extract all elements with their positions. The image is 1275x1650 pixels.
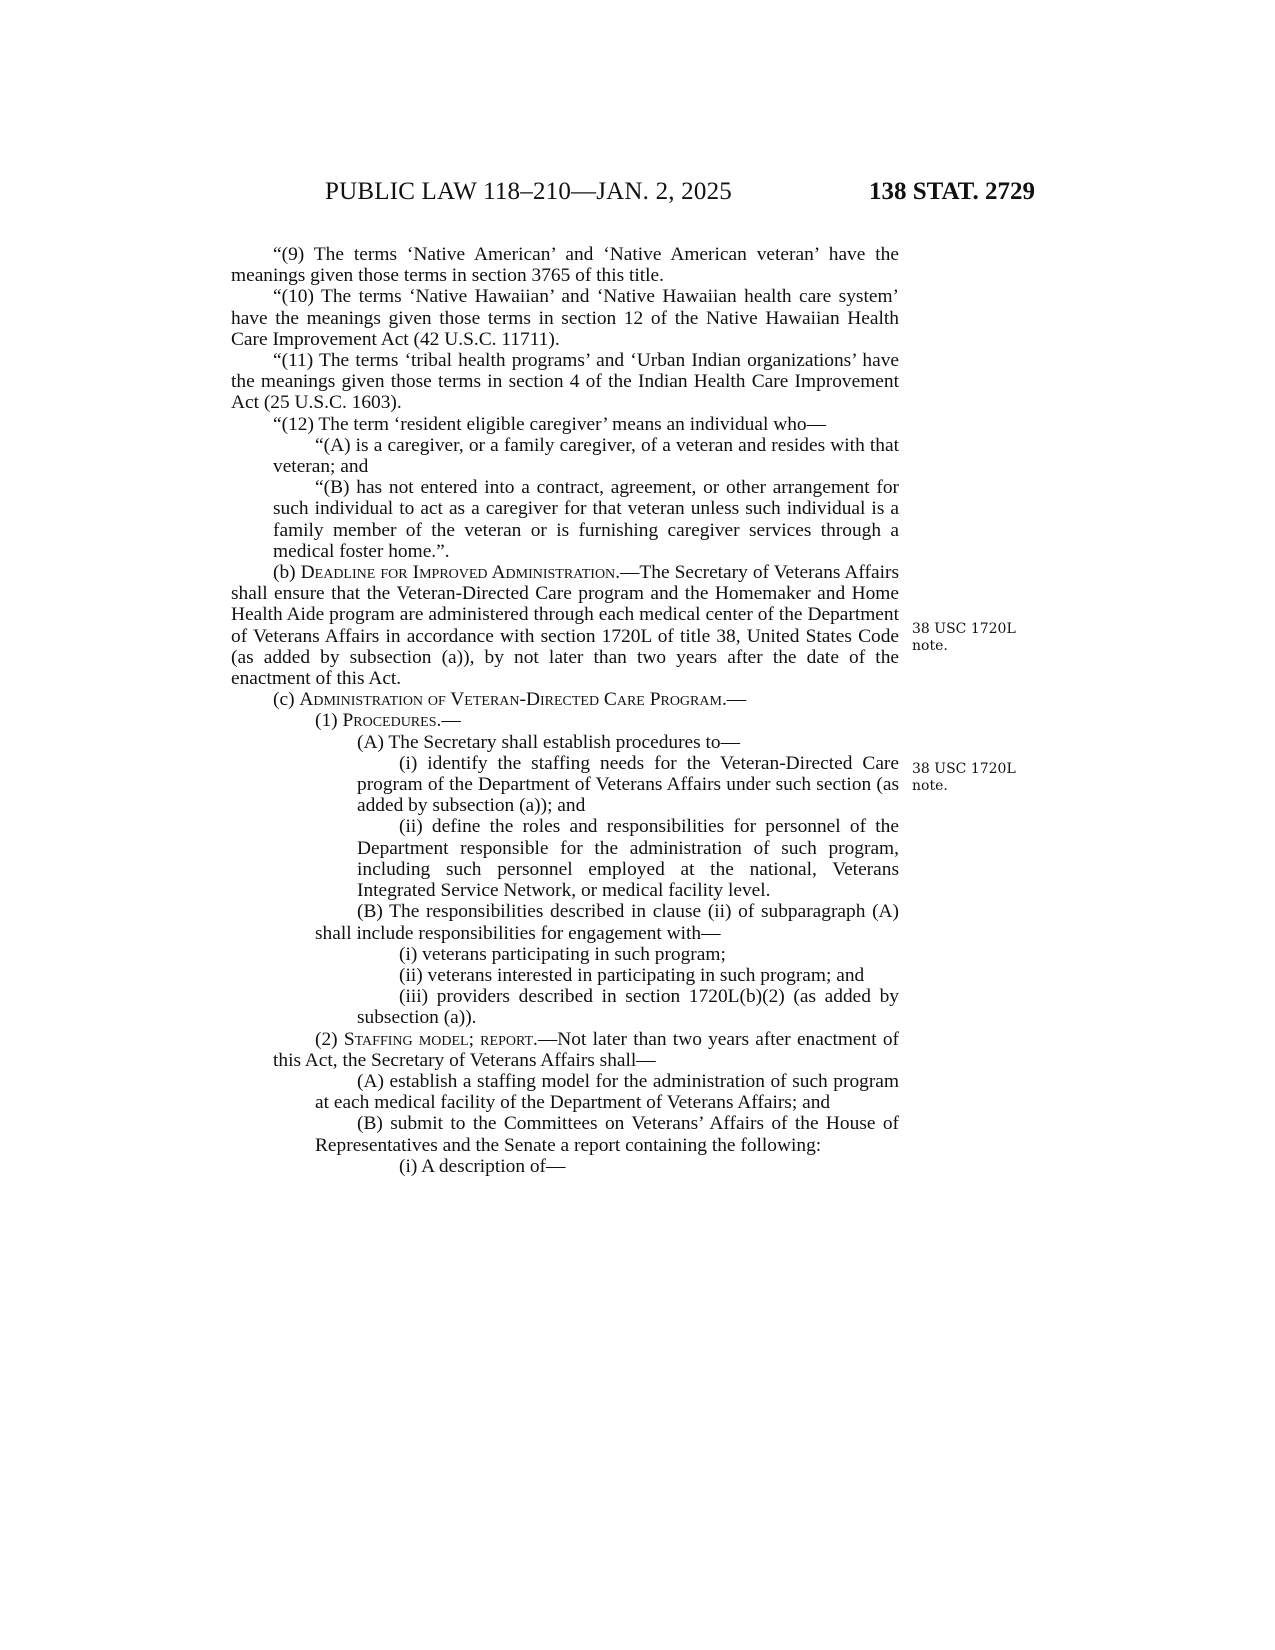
margin-note-c: 38 USC 1720L note. xyxy=(912,761,1016,794)
paragraph-12-a: “(A) is a caregiver, or a family caregiver, of a veteran and resides with that veteran; and xyxy=(273,434,899,478)
paragraph-c-1-label: (1) xyxy=(315,710,343,732)
paragraph-12: “(12) The term ‘resident eligible caregiver’ means an individual who— xyxy=(273,413,826,435)
subsection-c xyxy=(231,689,899,710)
clause-c-1-b-iii: (iii) providers described in section 1720L(b)(2) (as added by subsection (a)). xyxy=(357,986,899,1029)
header-page-number: 138 STAT. 2729 xyxy=(869,178,1035,205)
paragraph-c-2-heading: Staffing model; report xyxy=(343,1028,534,1050)
paragraph-c-1-a: (A) The Secretary shall establish procedures to— xyxy=(357,731,741,753)
paragraph-10: “(10) The terms ‘Native Hawaiian’ and ‘Native Hawaiian health care system’ have the meanings given those terms in section 12 of the Native Hawaiian Health Care Improvement Act (42 U.S.C. 11711). xyxy=(231,286,899,350)
document-body xyxy=(231,244,899,1177)
subsection-b-label: (b) xyxy=(273,562,301,584)
clause-c-1-b-ii: (ii) veterans interested in participating in such program; and xyxy=(399,964,865,986)
subsection-c-label: (c) xyxy=(273,689,300,711)
clause-c-2-b-i: (i) A description of— xyxy=(399,1155,566,1177)
paragraph-c-2-text: .—Not later than two years after enactment of this Act, the Secretary of Veterans Affairs shall— xyxy=(273,1028,899,1071)
paragraph-c-2-a: (A) establish a staffing model for the administration of such program at each medical facility of the Department of Veterans Affairs; and xyxy=(315,1070,899,1114)
subsection-b-text: .—The Secretary of Veterans Affairs shall ensure that the Veteran-Directed Care program and the Homemaker and Home Health Aide program are administered through each medical center of the Department of Veterans Affairs in accordance with section 1720L of title 38, United States Code (as added by subsection (a)), by not later than two years after the date of the enactment of this Act. xyxy=(231,562,899,690)
page-header xyxy=(0,178,1275,218)
paragraph-c-1-text: .— xyxy=(436,710,461,732)
paragraph-c-2-label: (2) xyxy=(315,1028,344,1050)
margin-note-b: 38 USC 1720L note. xyxy=(912,621,1016,654)
paragraph-11: “(11) The terms ‘tribal health programs’ and ‘Urban Indian organizations’ have the meanings given those terms in section 4 of the Indian Health Care Improvement Act (25 U.S.C. 1603). xyxy=(231,350,899,414)
subsection-b xyxy=(231,562,899,689)
paragraph-c-1-heading: Procedures xyxy=(342,710,437,732)
clause-c-1-a-ii: (ii) define the roles and responsibilities for personnel of the Department responsible for the administration of such program, including such personnel employed at the national, Veterans Integrated Service Network, or medical facility level. xyxy=(357,816,899,902)
clause-c-1-a-i: (i) identify the staffing needs for the Veteran-Directed Care program of the Department of Veterans Affairs under such section (as added by subsection (a)); and xyxy=(357,752,899,817)
subsection-c-heading: Administration of Veteran-Directed Care Program xyxy=(299,689,722,711)
paragraph-c-2-b: (B) submit to the Committees on Veterans’ Affairs of the House of Representatives and the Senate a report containing the following: xyxy=(315,1113,899,1156)
paragraph-9: “(9) The terms ‘Native American’ and ‘Native American veteran’ have the meanings given those terms in section 3765 of this title. xyxy=(231,244,899,287)
paragraph-c-2 xyxy=(231,1029,899,1071)
clause-c-1-b-i: (i) veterans participating in such program; xyxy=(399,943,726,965)
header-title: PUBLIC LAW 118–210—JAN. 2, 2025 xyxy=(325,178,732,205)
paragraph-c-1-b: (B) The responsibilities described in clause (ii) of subparagraph (A) shall include responsibilities for engagement with— xyxy=(315,901,899,944)
paragraph-12-b: “(B) has not entered into a contract, agreement, or other arrangement for such individual to act as a caregiver for that veteran unless such individual is a family member of the veteran or is furnishing caregiver services through a medical foster home.”. xyxy=(273,477,899,562)
subsection-c-text: .— xyxy=(721,689,747,711)
subsection-b-heading: Deadline for Improved Administration xyxy=(300,562,616,584)
paragraph-c-1 xyxy=(231,710,899,731)
